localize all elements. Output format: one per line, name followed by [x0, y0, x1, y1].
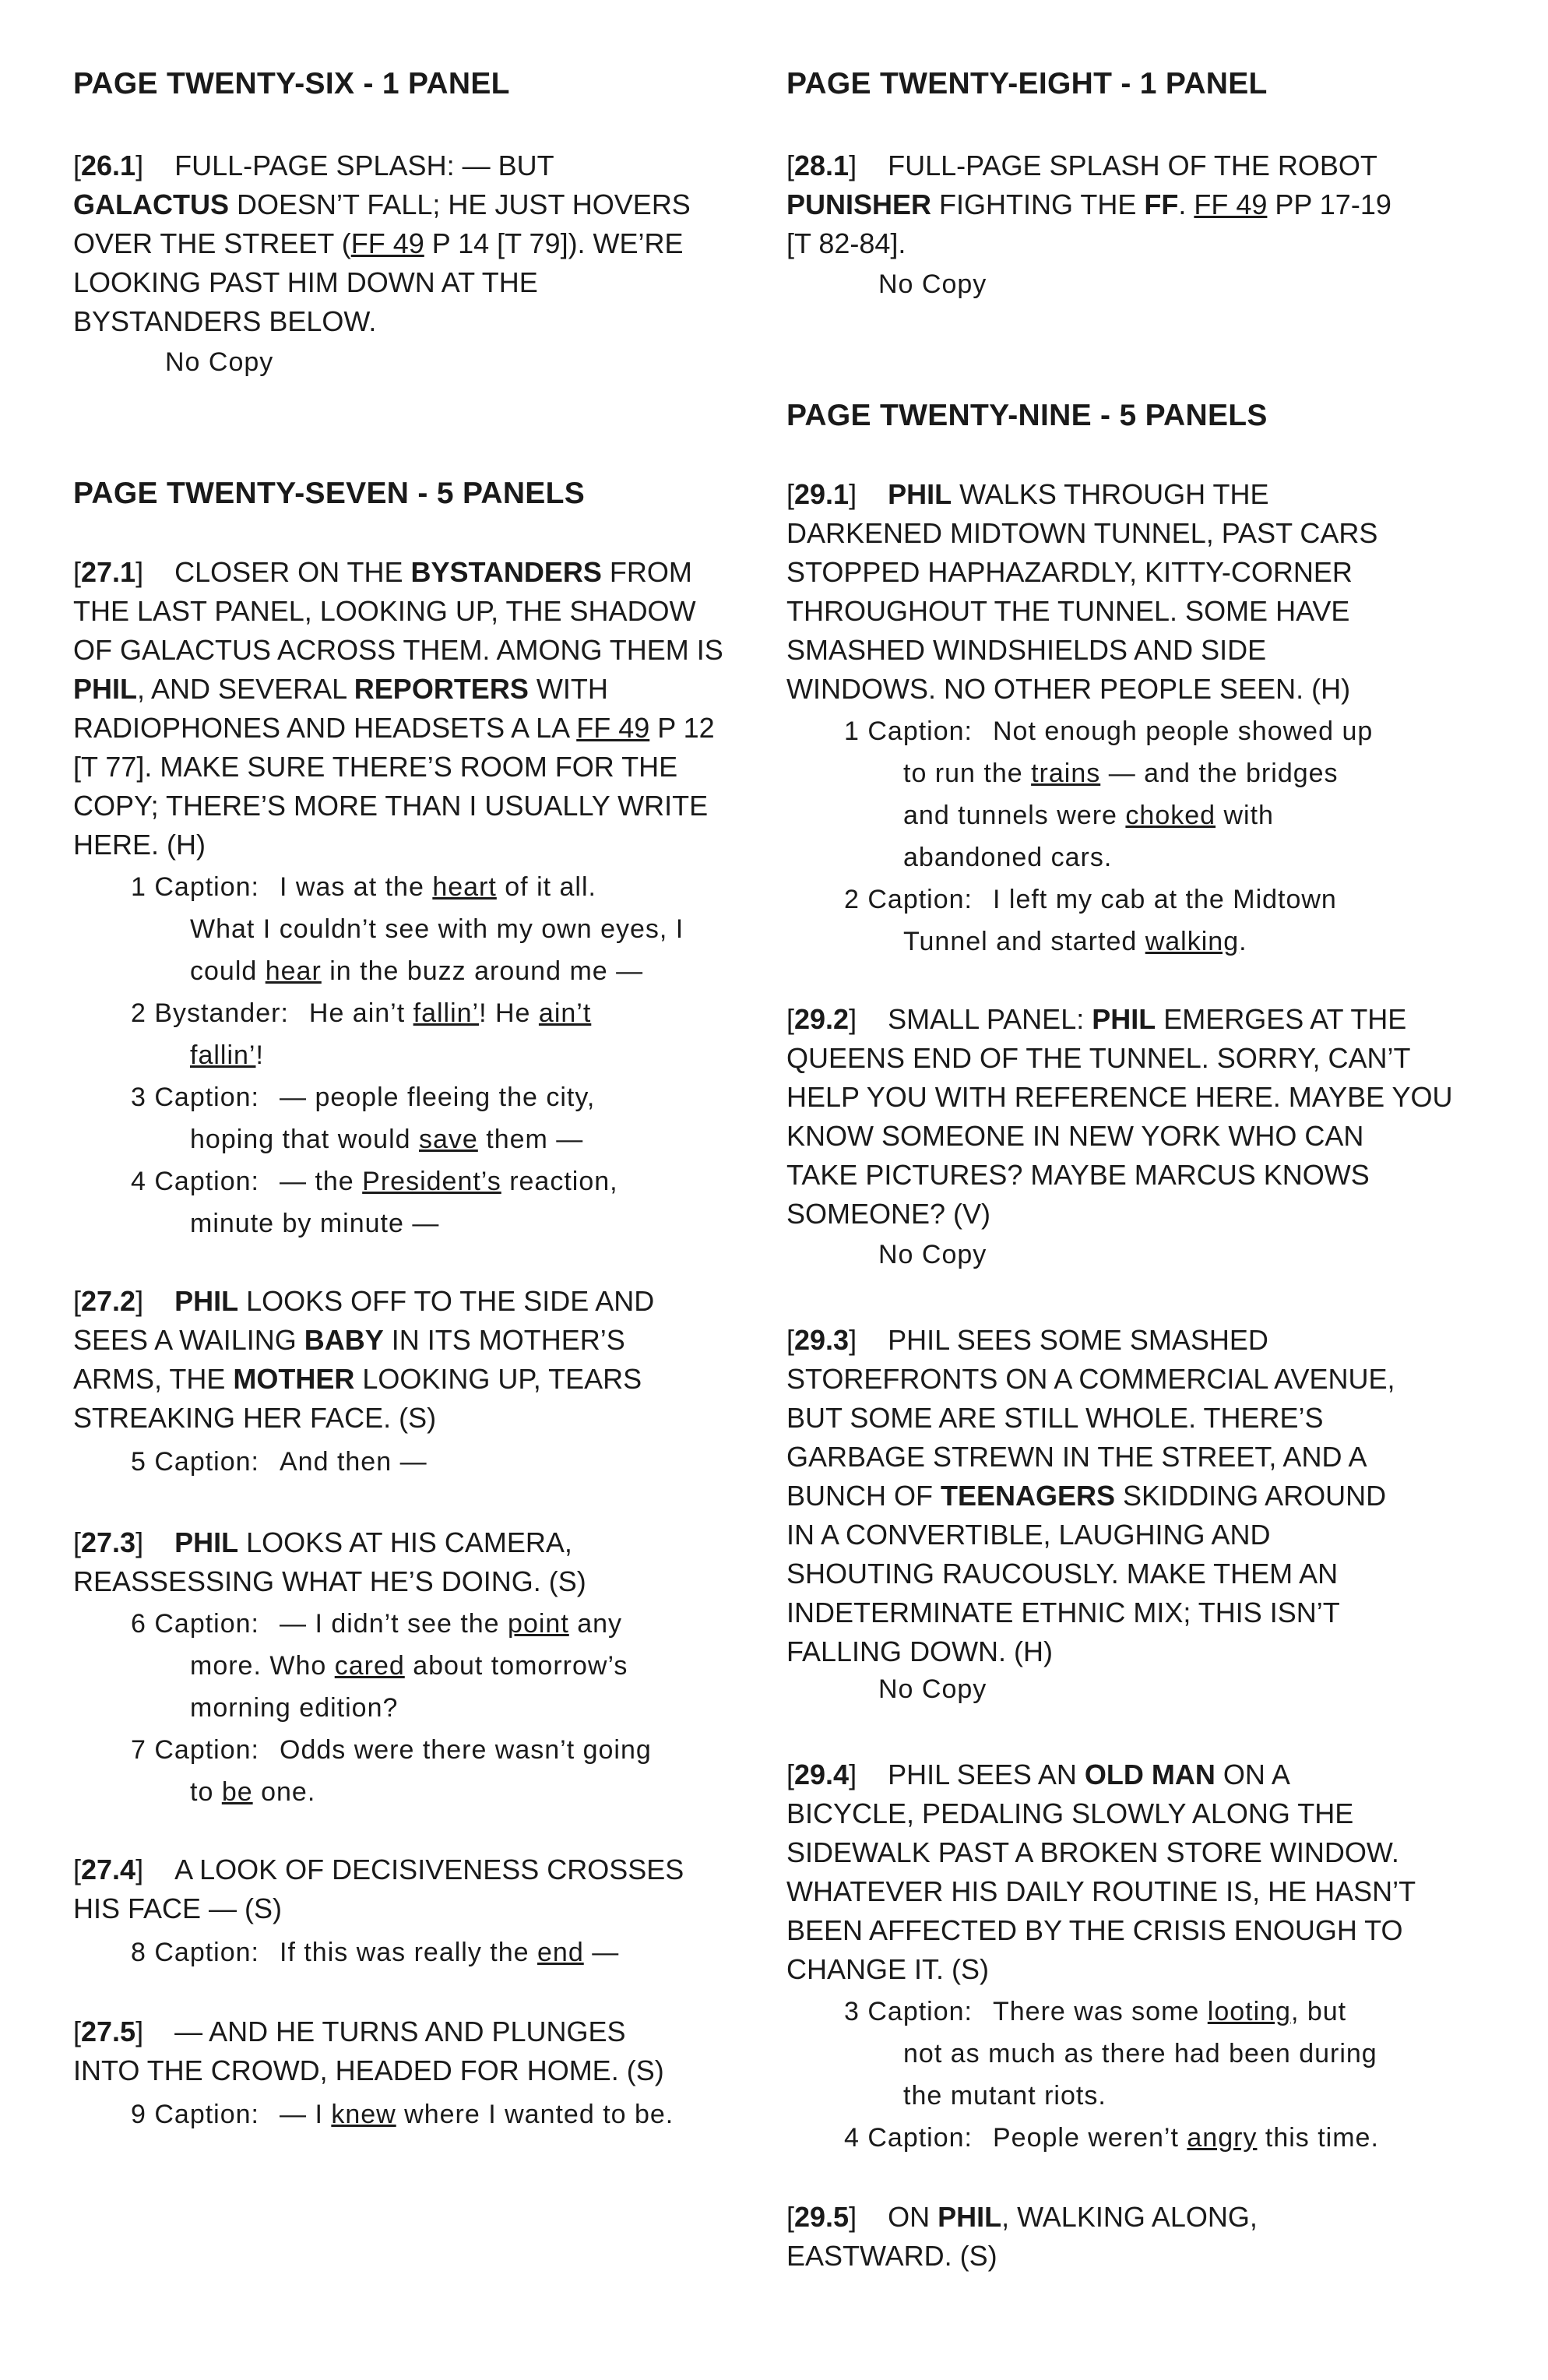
caption-3: 3 Caption: — people fleeing the city, hoping that would save them — [131, 1083, 596, 1154]
panel-29-1-description: [ 29.1 ] PHIL WALKS THROUGH THE DARKENED MIDTOWN TUNNEL, PAST CARS STOPPED HAPHAZARDLY, KITTY-CORNER THROUGHOUT THE TUNNEL. SOME HAVE SMASHED WINDSHIELDS AND SIDE WINDOWS. NO OTHER PEOPLE SEEN. (H) [786, 475, 1487, 709]
panel-number: [ 29.2 ] [786, 1003, 857, 1035]
page-29-heading: PAGE TWENTY-NINE - 5 PANELS [786, 399, 1268, 432]
caption-3: 3 Caption: There was some looting, but not as much as there had been during the mutant riots. [844, 1997, 1377, 2111]
caption-7: 7 Caption: Odds were there wasn’t going to be one. [131, 1735, 652, 1807]
panel-27-3-description: [ 27.3 ] PHIL LOOKS AT HIS CAMERA, REASSESSING WHAT HE’S DOING. (S) [73, 1523, 774, 1601]
bystander-dialogue: 2 Bystander: He ain’t fallin’! He ain’t fallin’! [131, 998, 592, 1070]
panel-29-2-description: [ 29.2 ] SMALL PANEL: PHIL EMERGES AT THE QUEENS END OF THE TUNNEL. SORRY, CAN’T HELP YOU WITH REFERENCE HERE. MAYBE YOU KNOW SOMEONE IN NEW YORK WHO CAN TAKE PICTURES? MAYBE MARCUS KNOWS SOMEONE? (V) [786, 1000, 1487, 1234]
panel-number: [ 27.1 ] [73, 556, 143, 588]
panel-27-5-description: [ 27.5 ] — AND HE TURNS AND PLUNGES INTO THE CROWD, HEADED FOR HOME. (S) [73, 2012, 774, 2090]
panel-number: [ 29.3 ] [786, 1324, 857, 1356]
page-26-heading: PAGE TWENTY-SIX - 1 PANEL [73, 67, 510, 100]
panel-number: [ 27.5 ] [73, 2016, 143, 2047]
caption-5: 5 Caption: And then — [131, 1447, 427, 1477]
caption-4: 4 Caption: — the President’s reaction, minute by minute — [131, 1167, 618, 1238]
caption-6: 6 Caption: — I didn’t see the point any more. Who cared about tomorrow’s morning edition? [131, 1609, 628, 1723]
page-27-heading: PAGE TWENTY-SEVEN - 5 PANELS [73, 477, 586, 510]
no-copy-note: No Copy [165, 347, 274, 377]
panel-number: [ 29.4 ] [786, 1759, 857, 1790]
panel-29-3-description: [ 29.3 ] PHIL SEES SOME SMASHED STOREFRONTS ON A COMMERCIAL AVENUE, BUT SOME ARE STILL WHOLE. THERE’S GARBAGE STREWN IN THE STREET, AND A BUNCH OF TEENAGERS SKIDDING AROUND IN A CONVERTIBLE, LAUGHING AND SHOUTING RAUCOUSLY. MAKE THEM AN INDETERMINATE ETHNIC MIX; THIS ISN’T FALLING DOWN. (H) [786, 1321, 1487, 1671]
caption-4: 4 Caption: People weren’t angry this time. [844, 2123, 1379, 2153]
panel-number: [ 27.4 ] [73, 1854, 143, 1885]
panel-number: [ 28.1 ] [786, 150, 857, 181]
panel-number: [ 29.1 ] [786, 478, 857, 510]
no-copy-note: No Copy [878, 269, 987, 299]
caption-1: 1 Caption: Not enough people showed up to run the trains — and the bridges and tunnels were choked with abandoned cars. [844, 716, 1374, 872]
panel-27-1-description: [ 27.1 ] CLOSER ON THE BYSTANDERS FROM THE LAST PANEL, LOOKING UP, THE SHADOW OF GALACTUS ACROSS THEM. AMONG THEM IS PHIL, AND SEVERAL REPORTERS WITH RADIOPHONES AND HEADSETS A LA FF 49 P 12 [T 77]. MAKE SURE THERE’S ROOM FOR THE COPY; THERE’S MORE THAN I USUALLY WRITE HERE. (H) [73, 553, 774, 864]
caption-9: 9 Caption: — I knew where I wanted to be. [131, 2100, 674, 2129]
panel-number: [ 27.2 ] [73, 1285, 143, 1317]
panel-28-1-description: [ 28.1 ] FULL-PAGE SPLASH OF THE ROBOT PUNISHER FIGHTING THE FF. FF 49 PP 17-19 [T 82-84]. [786, 146, 1487, 263]
panel-29-5-description: [ 29.5 ] ON PHIL, WALKING ALONG, EASTWARD. (S) [786, 2198, 1487, 2276]
panel-26-1-description: [ 26.1 ] FULL-PAGE SPLASH: — BUT GALACTUS DOESN’T FALL; HE JUST HOVERS OVER THE STREET (FF 49 P 14 [T 79]). WE’RE LOOKING PAST HIM DOWN AT THE BYSTANDERS BELOW. [73, 146, 774, 341]
panel-number: [ 29.5 ] [786, 2201, 857, 2233]
panel-number: [ 27.3 ] [73, 1526, 143, 1558]
panel-27-4-description: [ 27.4 ] A LOOK OF DECISIVENESS CROSSES HIS FACE — (S) [73, 1850, 774, 1928]
caption-2: 2 Caption: I left my cab at the Midtown Tunnel and started walking. [844, 885, 1337, 956]
panel-29-4-description: [ 29.4 ] PHIL SEES AN OLD MAN ON A BICYCLE, PEDALING SLOWLY ALONG THE SIDEWALK PAST A BROKEN STORE WINDOW. WHATEVER HIS DAILY ROUTINE IS, HE HASN’T BEEN AFFECTED BY THE CRISIS ENOUGH TO CHANGE IT. (S) [786, 1755, 1487, 1989]
caption-1: 1 Caption: I was at the heart of it all. What I couldn’t see with my own eyes, I could hear in the buzz around me — [131, 872, 684, 986]
no-copy-note: No Copy [878, 1240, 987, 1269]
caption-8: 8 Caption: If this was really the end — [131, 1938, 620, 1967]
page-28-heading: PAGE TWENTY-EIGHT - 1 PANEL [786, 67, 1268, 100]
panel-number: [ 26.1 ] [73, 150, 143, 181]
no-copy-note: No Copy [878, 1674, 987, 1704]
panel-27-2-description: [ 27.2 ] PHIL LOOKS OFF TO THE SIDE AND SEES A WAILING BABY IN ITS MOTHER’S ARMS, THE MOTHER LOOKING UP, TEARS STREAKING HER FACE. (S) [73, 1282, 774, 1438]
